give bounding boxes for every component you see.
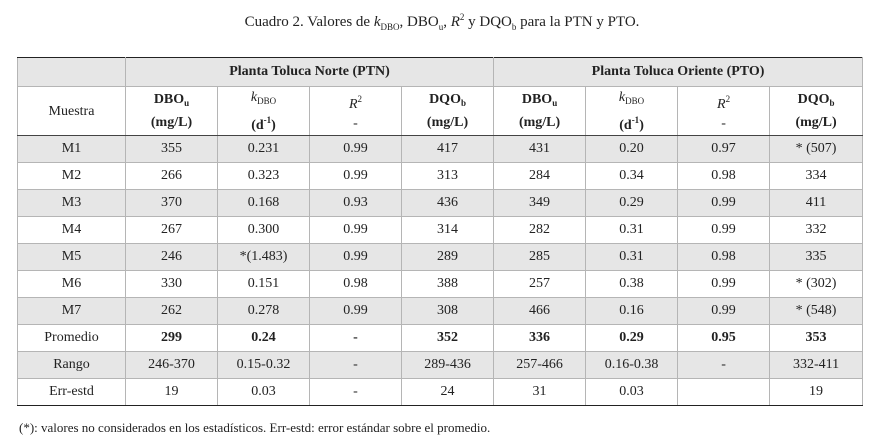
table-cell: 0.34 [586, 163, 678, 190]
summary-cell: 289-436 [402, 352, 494, 379]
header-r: R [717, 96, 726, 112]
table-cell: 314 [402, 217, 494, 244]
caption-k-sub: DBO [380, 22, 400, 32]
table-cell: M7 [18, 298, 126, 325]
summary-cell: 0.95 [678, 325, 770, 352]
header-unit: (mg/L) [426, 115, 469, 130]
header-dqo-b [402, 87, 494, 136]
header-dbo-u [126, 87, 218, 136]
table-cell: 0.98 [310, 271, 402, 298]
header-sub: DBO [625, 95, 645, 106]
summary-cell: 353 [770, 325, 863, 352]
header-sup: -1 [263, 114, 272, 125]
table-row [18, 244, 863, 271]
header-unit: - [353, 115, 358, 131]
table-cell: 0.151 [218, 271, 310, 298]
caption-r: R [450, 14, 460, 30]
table-cell: 0.99 [678, 217, 770, 244]
header-k: k [250, 89, 258, 105]
table-cell: 0.99 [310, 163, 402, 190]
table-cell: *(1.483) [218, 244, 310, 271]
header-sub: DBO [257, 95, 277, 106]
header-dbo-u [494, 87, 586, 136]
table-cell: 417 [402, 136, 494, 163]
summary-cell: 0.03 [586, 379, 678, 406]
data-table [17, 57, 863, 406]
header-unit: (mg/L) [150, 115, 193, 130]
header-label [678, 90, 769, 114]
table-cell: 411 [770, 190, 863, 217]
table-cell: M3 [18, 190, 126, 217]
caption-dqo-sub: b [511, 22, 517, 32]
header-sup: 2 [725, 93, 731, 104]
table-cell: 0.93 [310, 190, 402, 217]
table-cell: 267 [126, 217, 218, 244]
table-cell: 0.99 [310, 136, 402, 163]
caption-k: k [373, 14, 381, 30]
group-header-ptn: Planta Toluca Norte (PTN) [126, 58, 494, 87]
summary-cell: 336 [494, 325, 586, 352]
summary-cell: 0.24 [218, 325, 310, 352]
summary-cell: Err-estd [18, 379, 126, 406]
header-sub: u [184, 98, 190, 108]
table-cell: 257 [494, 271, 586, 298]
table-cell: 0.31 [586, 217, 678, 244]
caption-dbo-sub: u [438, 22, 444, 32]
summary-cell: - [310, 379, 402, 406]
caption-text: y DQO [464, 14, 512, 30]
summary-cell: 257-466 [494, 352, 586, 379]
table-cell: 0.38 [586, 271, 678, 298]
summary-cell: 19 [126, 379, 218, 406]
summary-cell: 246-370 [126, 352, 218, 379]
table-row [18, 190, 863, 217]
header-label [310, 90, 401, 114]
table-cell: 0.168 [218, 190, 310, 217]
header-k-dbo [586, 87, 678, 136]
table-row [18, 298, 863, 325]
header-sub: b [829, 98, 835, 108]
table-cell: M4 [18, 217, 126, 244]
summary-cell: 0.29 [586, 325, 678, 352]
caption-text: , [443, 14, 451, 30]
table-cell: 335 [770, 244, 863, 271]
header-sub: b [460, 98, 466, 108]
summary-row [18, 352, 863, 379]
header-r2 [678, 87, 770, 136]
table-cell: M2 [18, 163, 126, 190]
table-cell: 330 [126, 271, 218, 298]
group-header-pto: Planta Toluca Oriente (PTO) [494, 58, 863, 87]
table-cell: M1 [18, 136, 126, 163]
table-cell: 0.98 [678, 163, 770, 190]
blank-header-cell [18, 58, 126, 87]
column-header-row [18, 87, 863, 136]
header-sub: u [552, 98, 558, 108]
header-sup: -1 [631, 114, 640, 125]
table-cell: * (302) [770, 271, 863, 298]
table-cell: 266 [126, 163, 218, 190]
header-unit: $(d^{-1})$ [251, 114, 276, 133]
summary-row [18, 379, 863, 406]
table-row [18, 163, 863, 190]
table-cell: 0.99 [678, 298, 770, 325]
header-sup: 2 [357, 93, 363, 104]
caption-text: para la PTN y PTO. [516, 14, 640, 30]
table-cell: 0.300 [218, 217, 310, 244]
summary-cell: 299 [126, 325, 218, 352]
header-k-dbo [218, 87, 310, 136]
summary-row [18, 325, 863, 352]
caption-text: Cuadro 2. Valores de [244, 14, 374, 30]
summary-cell: 19 [770, 379, 863, 406]
summary-cell [678, 379, 770, 406]
table-cell: 0.231 [218, 136, 310, 163]
header-r2 [310, 87, 402, 136]
summary-cell: 0.16-0.38 [586, 352, 678, 379]
summary-cell: 332-411 [770, 352, 863, 379]
table-cell: 388 [402, 271, 494, 298]
summary-cell: Rango [18, 352, 126, 379]
header-unit: (mg/L) [795, 115, 837, 130]
header-label: $DQO_b$ [429, 92, 466, 108]
header-unit: - [721, 115, 726, 131]
table-cell: 285 [494, 244, 586, 271]
caption-text: , DBO [399, 14, 439, 30]
summary-cell: 0.03 [218, 379, 310, 406]
header-label: $DBO_u$ [153, 92, 190, 108]
header-unit: $(d^{-1})$ [619, 114, 644, 133]
group-header-row [18, 58, 863, 87]
summary-cell: 352 [402, 325, 494, 352]
header-k: k [618, 89, 626, 105]
table-cell: 436 [402, 190, 494, 217]
summary-cell: - [310, 325, 402, 352]
table-cell: 0.29 [586, 190, 678, 217]
table-cell: 0.323 [218, 163, 310, 190]
table-cell: 332 [770, 217, 863, 244]
table-row [18, 136, 863, 163]
summary-cell: 24 [402, 379, 494, 406]
table-cell: 431 [494, 136, 586, 163]
caption-r-sup: 2 [459, 12, 465, 22]
table-cell: 308 [402, 298, 494, 325]
summary-cell: Promedio [18, 325, 126, 352]
table-cell: 0.99 [678, 190, 770, 217]
table-cell: 262 [126, 298, 218, 325]
table-cell: 355 [126, 136, 218, 163]
table-cell: 0.16 [586, 298, 678, 325]
summary-cell: 31 [494, 379, 586, 406]
header-dqo-b [770, 87, 863, 136]
table-cell: 0.31 [586, 244, 678, 271]
header-label: $DQO_b$ [797, 92, 835, 108]
header-muestra: Muestra [18, 87, 126, 136]
header-r: R [348, 96, 358, 112]
table-cell: M6 [18, 271, 126, 298]
table-row [18, 217, 863, 244]
table-cell: 0.20 [586, 136, 678, 163]
table-cell: 0.97 [678, 136, 770, 163]
table-cell: * (507) [770, 136, 863, 163]
table-cell: 334 [770, 163, 863, 190]
summary-cell: - [310, 352, 402, 379]
table-cell: 466 [494, 298, 586, 325]
table-cell: 0.99 [310, 217, 402, 244]
table-cell: M5 [18, 244, 126, 271]
header-label [586, 88, 677, 111]
table-cell: 0.99 [310, 244, 402, 271]
table-cell: 289 [402, 244, 494, 271]
table-cell: 0.99 [678, 271, 770, 298]
footnote: (*): valores no considerados en los estadísticos. Err-estd: error estándar sobre el promedio. [19, 420, 491, 435]
table-row [18, 271, 863, 298]
summary-cell: - [678, 352, 770, 379]
table-cell: 284 [494, 163, 586, 190]
table-cell: 282 [494, 217, 586, 244]
table-caption [0, 12, 884, 32]
header-unit: (mg/L) [518, 115, 561, 130]
table-cell: 313 [402, 163, 494, 190]
header-label [218, 88, 309, 111]
summary-cell: 0.15-0.32 [218, 352, 310, 379]
table-cell: 246 [126, 244, 218, 271]
table-cell: 370 [126, 190, 218, 217]
table-cell: 0.98 [678, 244, 770, 271]
table-cell: 0.99 [310, 298, 402, 325]
table-cell: 349 [494, 190, 586, 217]
table-cell: 0.278 [218, 298, 310, 325]
header-label: $DBO_u$ [521, 92, 558, 108]
table-cell: * (548) [770, 298, 863, 325]
